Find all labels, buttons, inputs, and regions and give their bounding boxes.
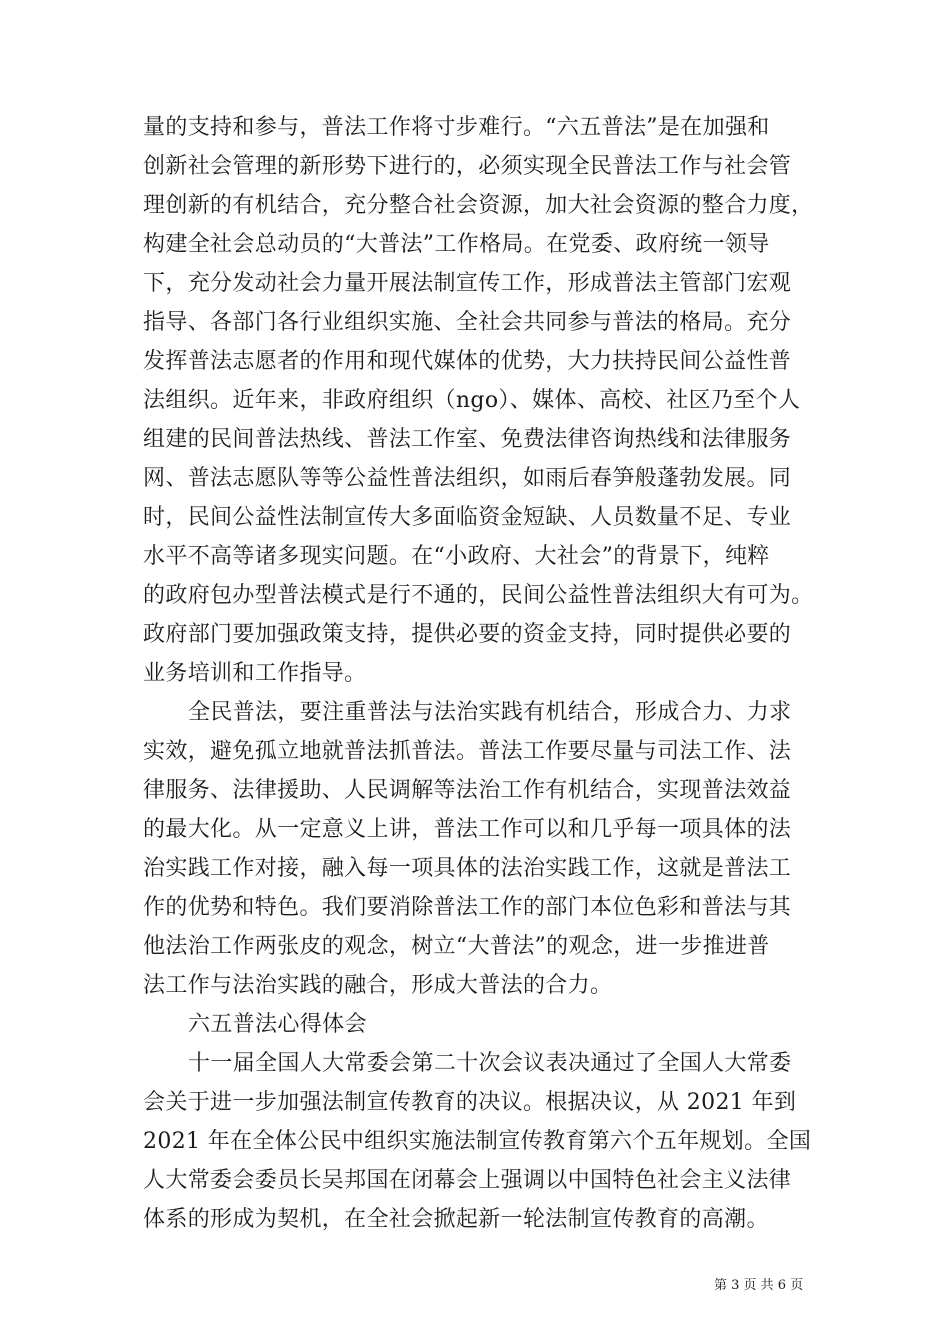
text-line: 人大常委会委员长吴邦国在闭幕会上强调以中国特色社会主义法律 [143, 1168, 792, 1193]
text-line: 法组织。近年来，非政府组织（ngo）、媒体、高校、社区乃至个人 [143, 388, 801, 413]
text-line: 作的优势和特色。我们要消除普法工作的部门本位色彩和普法与其 [143, 895, 792, 920]
text-line: 的最大化。从一定意义上讲，普法工作可以和几乎每一项具体的法 [143, 817, 792, 842]
paragraph-first-line: 全民普法，要注重普法与法治实践有机结合，形成合力、力求 [188, 700, 792, 725]
text-line: 的政府包办型普法模式是行不通的，民间公益性普法组织大有可为。 [143, 583, 814, 608]
section-heading: 六五普法心得体会 [188, 1012, 367, 1037]
text-line: 政府部门要加强政策支持，提供必要的资金支持，同时提供必要的 [143, 622, 792, 647]
text-line: 时，民间公益性法制宣传大多面临资金短缺、人员数量不足、专业 [143, 505, 792, 530]
text-line: 网、普法志愿队等等公益性普法组织，如雨后春笋般蓬勃发展。同 [143, 466, 792, 491]
text-line: 2021 年在全体公民中组织实施法制宣传教育第六个五年规划。全国 [143, 1129, 812, 1154]
text-line: 治实践工作对接，融入每一项具体的法治实践工作，这就是普法工 [143, 856, 792, 881]
text-line: 组建的民间普法热线、普法工作室、免费法律咨询热线和法律服务 [143, 427, 792, 452]
paragraph-first-line: 十一届全国人大常委会第二十次会议表决通过了全国人大常委 [188, 1051, 792, 1076]
text-line: 水平不高等诸多现实问题。在“小政府、大社会”的背景下，纯粹 [143, 544, 770, 569]
text-line: 体系的形成为契机，在全社会掀起新一轮法制宣传教育的高潮。 [143, 1207, 769, 1232]
text-line: 律服务、法律援助、人民调解等法治工作有机结合，实现普法效益 [143, 778, 792, 803]
text-line: 法工作与法治实践的融合，形成大普法的合力。 [143, 973, 613, 998]
text-line: 实效，避免孤立地就普法抓普法。普法工作要尽量与司法工作、法 [143, 739, 792, 764]
text-line: 构建全社会总动员的“大普法”工作格局。在党委、政府统一领导 [143, 232, 770, 257]
text-line: 理创新的有机结合，充分整合社会资源，加大社会资源的整合力度， [143, 193, 814, 218]
text-line: 发挥普法志愿者的作用和现代媒体的优势，大力扶持民间公益性普 [143, 349, 792, 374]
text-line: 下，充分发动社会力量开展法制宣传工作，形成普法主管部门宏观 [143, 271, 792, 296]
text-line: 指导、各部门各行业组织实施、全社会共同参与普法的格局。充分 [143, 310, 792, 335]
text-line: 业务培训和工作指导。 [143, 661, 367, 686]
text-line: 他法治工作两张皮的观念，树立“大普法”的观念，进一步推进普 [143, 934, 770, 959]
page-number: 第 3 页 共 6 页 [714, 1278, 804, 1293]
text-line: 量的支持和参与，普法工作将寸步难行。“六五普法”是在加强和 [143, 115, 770, 140]
text-line: 创新社会管理的新形势下进行的，必须实现全民普法工作与社会管 [143, 154, 792, 179]
text-line: 会关于进一步加强法制宣传教育的决议。根据决议，从 2021 年到 [143, 1090, 797, 1115]
